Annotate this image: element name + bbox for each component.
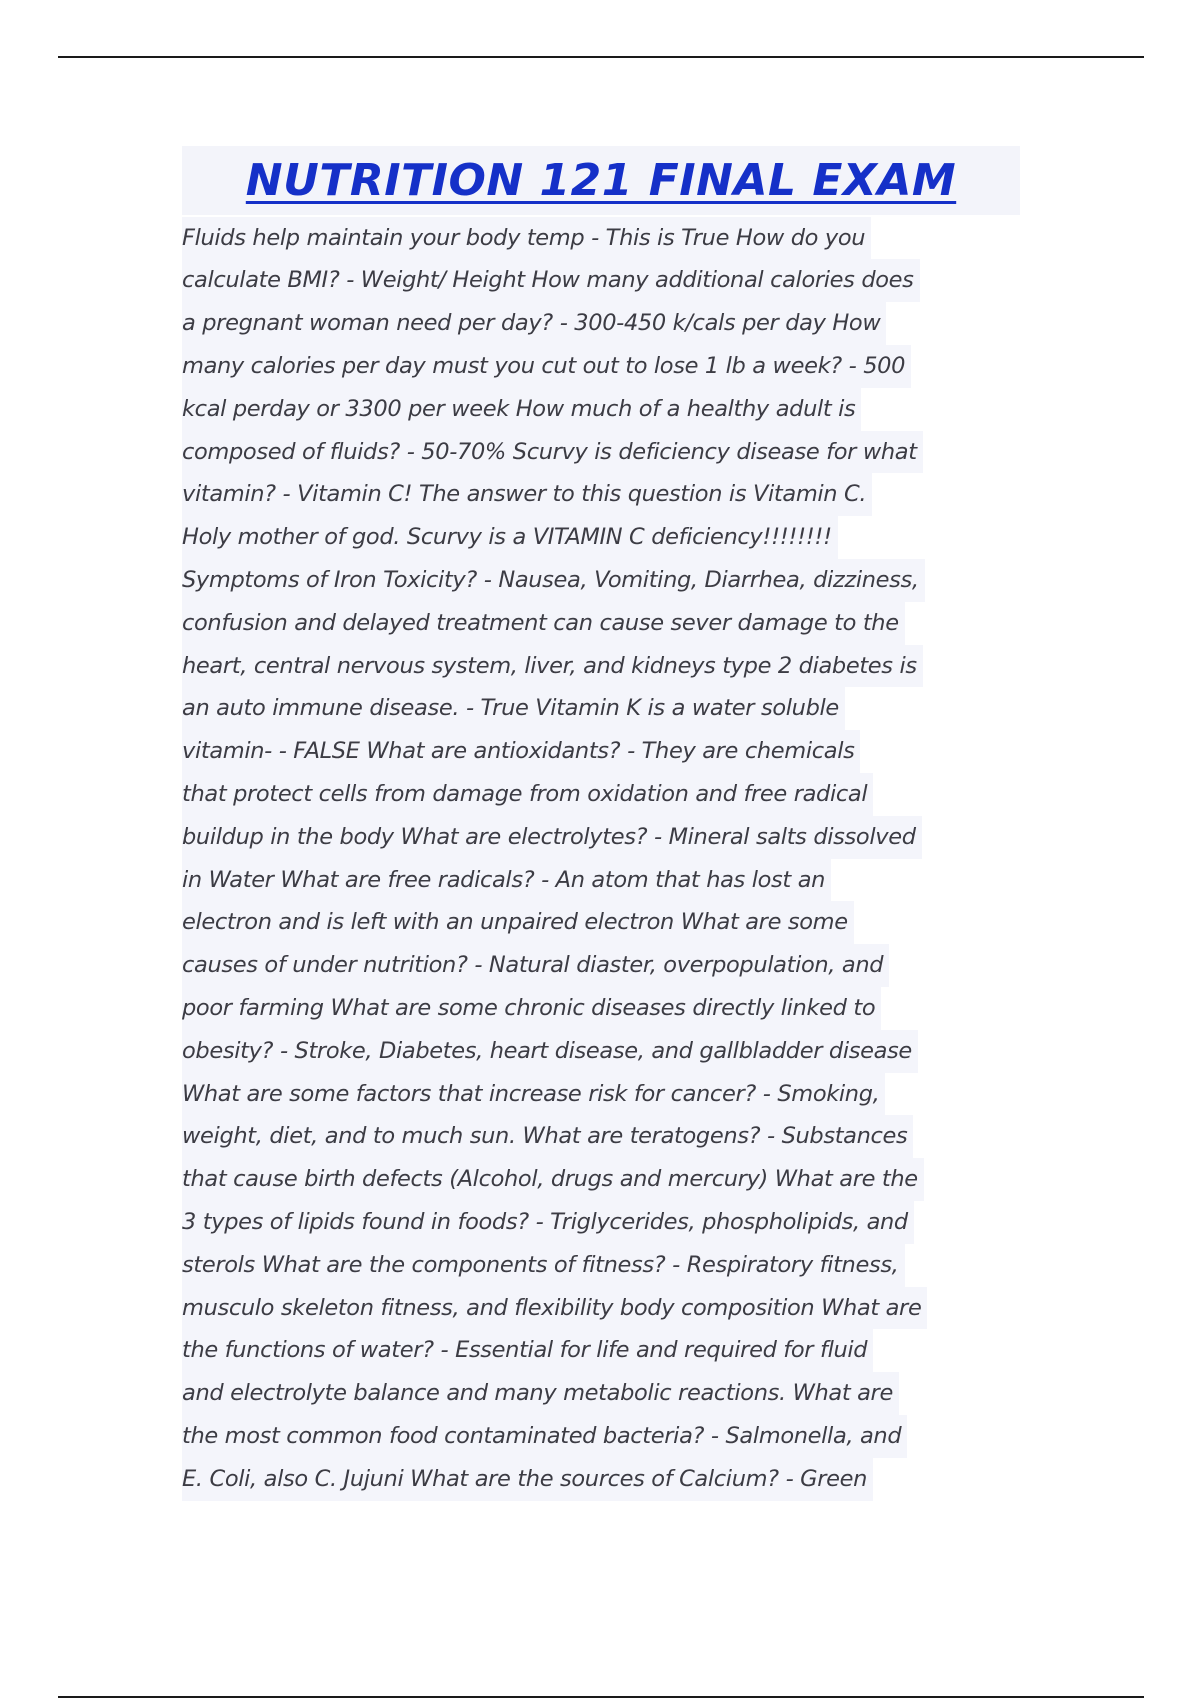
document-page <box>182 146 1020 1501</box>
body-line: many calories per day must you cut out to lose 1 lb a week? - 500 <box>182 345 911 388</box>
body-line: buildup in the body What are electrolytes? - Mineral salts dissolved <box>182 816 922 859</box>
page-top-rule <box>58 56 1144 58</box>
document-body <box>182 217 1020 1501</box>
body-line: confusion and delayed treatment can cause sever damage to the <box>182 602 905 645</box>
body-line: vitamin? - Vitamin C! The answer to this question is Vitamin C. <box>182 473 872 516</box>
body-line: causes of under nutrition? - Natural diaster, overpopulation, and <box>182 944 889 987</box>
document-title: NUTRITION 121 FINAL EXAM <box>245 155 957 206</box>
body-line: poor farming What are some chronic diseases directly linked to <box>182 987 881 1030</box>
body-line: sterols What are the components of fitness? - Respiratory fitness, <box>182 1244 905 1287</box>
body-line: vitamin- - FALSE What are antioxidants? - They are chemicals <box>182 730 860 773</box>
body-line: musculo skeleton fitness, and flexibility body composition What are <box>182 1287 927 1330</box>
body-line: What are some factors that increase risk for cancer? - Smoking, <box>182 1073 885 1116</box>
body-line: composed of fluids? - 50-70% Scurvy is deficiency disease for what <box>182 431 923 474</box>
body-line: that cause birth defects (Alcohol, drugs and mercury) What are the <box>182 1158 924 1201</box>
body-line: Fluids help maintain your body temp - This is True How do you <box>182 217 871 260</box>
body-line: a pregnant woman need per day? - 300-450 k/cals per day How <box>182 302 886 345</box>
page-bottom-rule <box>58 1696 1144 1698</box>
body-line: an auto immune disease. - True Vitamin K is a water soluble <box>182 687 845 730</box>
body-line: the most common food contaminated bacteria? - Salmonella, and <box>182 1415 907 1458</box>
body-line: the functions of water? - Essential for life and required for fluid <box>182 1329 873 1372</box>
body-line: 3 types of lipids found in foods? - Triglycerides, phospholipids, and <box>182 1201 914 1244</box>
body-line: E. Coli, also C. Jujuni What are the sources of Calcium? - Green <box>182 1458 873 1501</box>
body-line: in Water What are free radicals? - An atom that has lost an <box>182 859 831 902</box>
body-line: kcal perday or 3300 per week How much of a healthy adult is <box>182 388 861 431</box>
body-line: Symptoms of Iron Toxicity? - Nausea, Vomiting, Diarrhea, dizziness, <box>182 559 925 602</box>
body-line: calculate BMI? - Weight/ Height How many additional calories does <box>182 259 920 302</box>
body-line: obesity? - Stroke, Diabetes, heart disease, and gallbladder disease <box>182 1030 918 1073</box>
body-line: weight, diet, and to much sun. What are teratogens? - Substances <box>182 1115 913 1158</box>
body-line: electron and is left with an unpaired electron What are some <box>182 901 854 944</box>
body-line: Holy mother of god. Scurvy is a VITAMIN C deficiency!!!!!!!! <box>182 516 838 559</box>
title-band <box>182 146 1020 215</box>
body-line: and electrolyte balance and many metabolic reactions. What are <box>182 1372 899 1415</box>
body-line: heart, central nervous system, liver, and kidneys type 2 diabetes is <box>182 645 923 688</box>
body-line: that protect cells from damage from oxidation and free radical <box>182 773 873 816</box>
